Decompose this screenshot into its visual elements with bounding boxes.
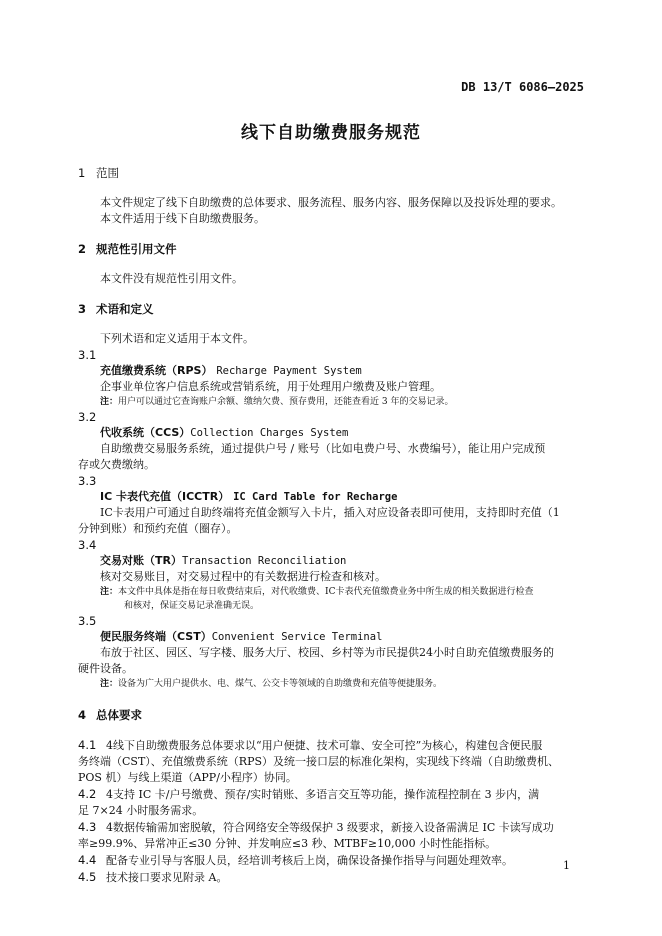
section-2-body [78,271,586,287]
term-note [78,677,586,691]
paragraph: 下列术语和定义适用于本文件。 [100,332,254,345]
requirement-text: 技术接口要求见附录 A。 [106,871,228,884]
document-body [78,165,586,886]
requirement-number: 4.2 [78,787,97,801]
note-label: 注： [100,679,119,689]
section-2-heading [78,241,586,257]
term-name-en: Convenient Service Terminal [211,631,383,643]
note-text-cont: 和核对，保证交易记录准确无误。 [124,601,260,611]
section-3-heading [78,301,586,317]
requirement-text-cont: POS 机）与线上渠道（APP/小程序）协同。 [78,771,297,784]
term-note [78,585,586,613]
term-name-zh: IC 卡表代充值（ICCTR） [100,490,230,503]
term-definition-cont: 分钟到账）和预约充值（圈存）。 [78,522,238,535]
section-1-heading [78,165,586,181]
requirement-number: 4.5 [78,870,97,884]
term-number: 3.3 [78,474,97,488]
term-name-zh: 交易对账（TR） [100,554,182,567]
term-definition: 布放于社区、园区、写字楼、服务大厅、校园、乡村等为市民提供24小时自助充值缴费服务的 [100,646,554,659]
section-4-body [78,737,586,886]
section-title: 规范性引用文件 [96,242,177,256]
paragraph: 本文件适用于线下自助缴费服务。 [100,212,265,225]
requirement-text-cont: 务终端（CST）、充值缴费系统（RPS）及统一接口层的标准化架构，实现线下终端（自助缴费机、 [78,755,560,768]
term-name [78,629,586,645]
term-name [78,363,586,379]
requirement-item [78,786,586,803]
section-number: 4 [78,708,87,722]
requirement-item [78,737,586,754]
section-3-body [78,331,586,691]
requirement-number: 4.1 [78,738,97,752]
requirement-text-cont: 足 7×24 小时服务需求。 [78,804,204,817]
note-text: 本文件中具体是指在每日收费结束后，对代收缴费、IC卡表代充值缴费业务中所生成的相关数据进行检查 [118,587,534,597]
requirement-text-cont: 率≥99.9%、异常冲正≤30 分钟、并发响应≤3 秒、MTBF≥10,000 小时性能指标。 [78,837,497,850]
page-number: 1 [563,859,570,872]
term-name-en: IC Card Table for Recharge [233,491,398,503]
requirement-number: 4.4 [78,853,97,867]
term-definition: IC卡表用户可通过自助终端将充值金额写入卡片，插入对应设备表即可使用，支持即时充值（1 [100,506,560,519]
term-definition: 企事业单位客户信息系统或营销系统，用于处理用户缴费及账户管理。 [100,380,441,393]
note-label: 注： [100,587,119,597]
term-number: 3.4 [78,538,97,552]
term-definition-cont: 硬件设备。 [78,662,133,675]
term-name-en: Collection Charges System [190,427,349,439]
term-name [78,425,586,441]
term-note [78,395,586,409]
term-name-en: Recharge Payment System [216,365,362,377]
section-title: 术语和定义 [96,302,154,316]
section-number: 1 [78,166,86,180]
section-1-body [78,195,586,227]
requirement-text: 4线下自助缴费服务总体要求以“用户便捷、技术可靠、安全可控”为核心，构建包含便民服 [106,739,543,752]
note-text: 设备为广大用户提供水、电、煤气、公交卡等领域的自助缴费和充值等便捷服务。 [118,679,443,689]
term-number: 3.5 [78,614,97,628]
requirement-item [78,819,586,836]
section-title: 总体要求 [96,708,142,722]
term-name [78,553,586,569]
requirement-text: 4支持 IC 卡/户号缴费、预存/实时销账、多语言交互等功能，操作流程控制在 3 步内，满 [106,788,540,801]
section-number: 3 [78,302,87,316]
section-number: 2 [78,242,87,256]
document-title: 线下自助缴费服务规范 [241,123,421,143]
term-number: 3.1 [78,348,97,362]
term-name-zh: 便民服务终端（CST） [100,630,212,643]
requirement-text: 4数据传输需加密脱敏，符合网络安全等级保护 3 级要求，新接入设备需满足 IC 卡读写成功 [106,821,554,834]
section-4-heading [78,707,586,723]
note-text: 用户可以通过它查询账户余额、缴纳欠费、预存费用，还能查看近 3 年的交易记录。 [118,397,454,407]
paragraph: 本文件规定了线下自助缴费的总体要求、服务流程、服务内容、服务保障以及投诉处理的要求。 [100,196,562,209]
term-definition-cont: 存或欠费缴纳。 [78,458,155,471]
requirement-item [78,869,586,886]
section-title: 范围 [96,166,119,180]
requirement-text: 配备专业引导与客服人员，经培训考核后上岗，确保设备操作指导与问题处理效率。 [106,854,513,867]
term-name-zh: 代收系统（CCS） [100,426,191,439]
note-label: 注： [100,397,119,407]
document-code: DB 13/T 6086—2025 [461,80,584,94]
requirement-item [78,852,586,869]
term-name-zh: 充值缴费系统（RPS） [100,364,213,377]
term-name-en: Transaction Reconciliation [181,555,347,567]
term-number: 3.2 [78,410,97,424]
term-name [78,489,586,505]
term-definition: 自助缴费交易服务系统，通过提供户号 / 账号（比如电费户号、水费编号），能让用户完成预 [100,442,546,455]
term-definition: 核对交易账目，对交易过程中的有关数据进行检查和核对。 [100,570,386,583]
requirement-number: 4.3 [78,820,97,834]
paragraph: 本文件没有规范性引用文件。 [100,272,243,285]
